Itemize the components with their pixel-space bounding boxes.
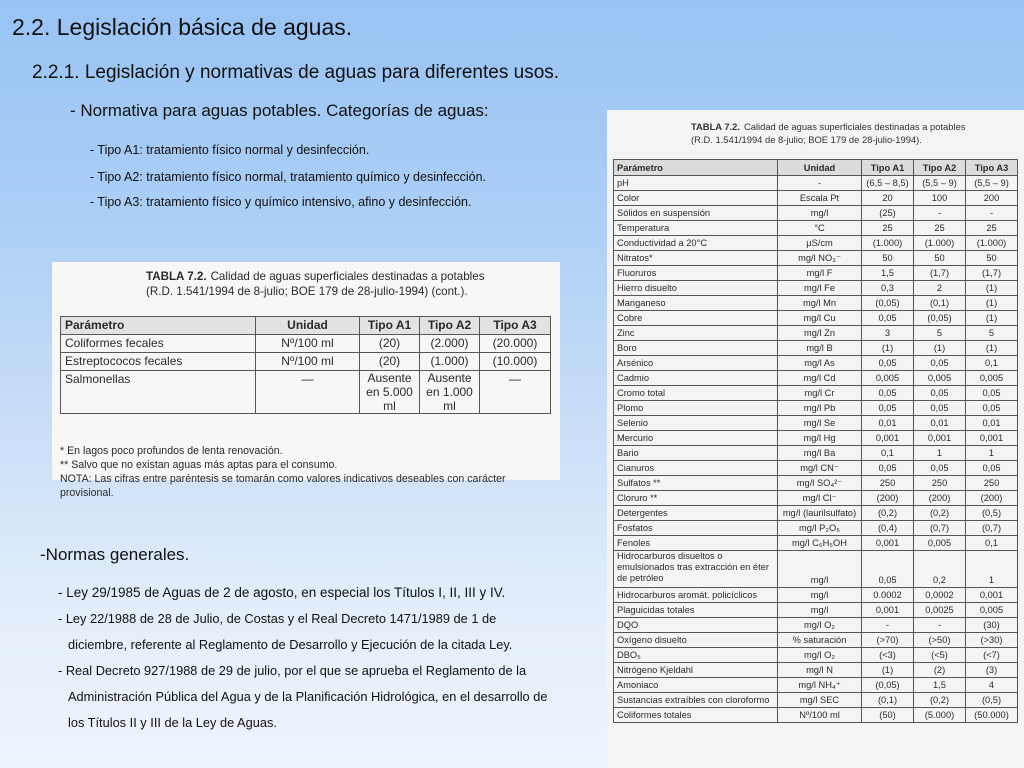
table-row	[614, 536, 1018, 551]
param-cell: Nitrógeno Kjeldahl	[614, 663, 778, 678]
value-cell: 0,01	[914, 416, 966, 431]
header-cell: Tipo A3	[480, 317, 551, 335]
table-row	[61, 371, 551, 414]
param-cell: Coliformes totales	[614, 708, 778, 723]
unit-cell: mg/l SO₄²⁻	[778, 476, 862, 491]
value-cell: -	[862, 618, 914, 633]
value-cell: (25)	[862, 206, 914, 221]
value-cell: 0,05	[966, 401, 1018, 416]
value-cell: 1	[966, 446, 1018, 461]
value-cell: 0,005	[914, 371, 966, 386]
value-cell: 0,001	[862, 431, 914, 446]
value-cell: Ausente en 5.000 ml	[360, 371, 420, 414]
value-cell: (2.000)	[420, 335, 480, 353]
param-cell: Plaguicidas totales	[614, 603, 778, 618]
value-cell: (200)	[914, 491, 966, 506]
unit-cell: mg/l Cl⁻	[778, 491, 862, 506]
law-ley-22-1988	[58, 606, 608, 658]
table-row	[614, 371, 1018, 386]
caption-text: Calidad de aguas superficiales destinadas a potables	[210, 270, 485, 283]
law-ley-29-1985: - Ley 29/1985 de Aguas de 2 de agosto, en especial los Títulos I, II, III y IV.	[58, 585, 506, 600]
value-cell: 50	[966, 251, 1018, 266]
table-row	[614, 191, 1018, 206]
value-cell: 0,001	[914, 431, 966, 446]
value-cell: 0,05	[862, 386, 914, 401]
value-cell: (1)	[862, 341, 914, 356]
table-row	[614, 476, 1018, 491]
value-cell: 50	[914, 251, 966, 266]
value-cell: (1.000)	[420, 353, 480, 371]
table-row	[61, 335, 551, 353]
value-cell: (50.000)	[966, 708, 1018, 723]
unit-cell: mg/l	[778, 588, 862, 603]
param-cell: Cloruro **	[614, 491, 778, 506]
unit-cell: -	[778, 176, 862, 191]
value-cell: 0,005	[966, 603, 1018, 618]
unit-cell: mg/l C₆H₅OH	[778, 536, 862, 551]
table-row	[614, 296, 1018, 311]
param-cell: Salmonellas	[61, 371, 256, 414]
param-cell: Mercurio	[614, 431, 778, 446]
value-cell: (20)	[360, 335, 420, 353]
value-cell: 200	[966, 191, 1018, 206]
value-cell: (0,05)	[862, 678, 914, 693]
table-row	[614, 588, 1018, 603]
table-row	[614, 386, 1018, 401]
param-cell: Cobre	[614, 311, 778, 326]
value-cell: 5	[966, 326, 1018, 341]
value-cell: (0,05)	[862, 296, 914, 311]
unit-cell: mg/l Se	[778, 416, 862, 431]
value-cell: 0,005	[914, 536, 966, 551]
value-cell: 0,05	[862, 356, 914, 371]
value-cell: (1.000)	[966, 236, 1018, 251]
bullet-tipo-a2: - Tipo A2: tratamiento físico normal, tratamiento químico y desinfección.	[90, 170, 487, 184]
value-cell: (2)	[914, 663, 966, 678]
value-cell: (200)	[966, 491, 1018, 506]
value-cell: (50)	[862, 708, 914, 723]
unit-cell: mg/l Cu	[778, 311, 862, 326]
unit-cell: Nº/100 ml	[256, 353, 360, 371]
param-cell: Fenoles	[614, 536, 778, 551]
param-cell: Plomo	[614, 401, 778, 416]
table-row	[614, 251, 1018, 266]
value-cell: 2	[914, 281, 966, 296]
bullet-tipo-a1: - Tipo A1: tratamiento físico normal y desinfección.	[90, 143, 370, 157]
param-cell: Color	[614, 191, 778, 206]
unit-cell: mg/l Pb	[778, 401, 862, 416]
value-cell: 0,005	[862, 371, 914, 386]
table-notes	[60, 444, 552, 500]
table-header-row	[61, 317, 551, 335]
header-cell: Tipo A2	[914, 160, 966, 176]
normas-generales-heading: -Normas generales.	[40, 545, 190, 564]
caption-label: TABLA 7.2.	[146, 270, 207, 283]
table-row	[614, 311, 1018, 326]
value-cell: 0,001	[862, 536, 914, 551]
slide-title: 2.2. Legislación básica de aguas.	[12, 14, 353, 40]
param-cell: Fluoruros	[614, 266, 778, 281]
value-cell: (0,2)	[862, 506, 914, 521]
value-cell: (0,1)	[914, 296, 966, 311]
table-row	[614, 648, 1018, 663]
param-cell: Boro	[614, 341, 778, 356]
unit-cell: mg/l Ba	[778, 446, 862, 461]
unit-cell: °C	[778, 221, 862, 236]
quality-table	[613, 159, 1018, 723]
value-cell: 25	[966, 221, 1018, 236]
table-row	[614, 221, 1018, 236]
value-cell: 0,2	[914, 551, 966, 588]
table-row	[614, 206, 1018, 221]
value-cell: 0,005	[966, 371, 1018, 386]
param-cell: Manganeso	[614, 296, 778, 311]
unit-cell: mg/l Cr	[778, 386, 862, 401]
unit-cell: mg/l As	[778, 356, 862, 371]
unit-cell: mg/l	[778, 206, 862, 221]
value-cell: 1,5	[862, 266, 914, 281]
value-cell: (30)	[966, 618, 1018, 633]
unit-cell: mg/l F	[778, 266, 862, 281]
value-cell: 0,05	[862, 461, 914, 476]
value-cell: 0,1	[862, 446, 914, 461]
value-cell: (>50)	[914, 633, 966, 648]
param-cell: Detergentes	[614, 506, 778, 521]
value-cell: (1)	[966, 281, 1018, 296]
value-cell: -	[914, 618, 966, 633]
unit-cell: mg/l	[778, 603, 862, 618]
value-cell: 250	[862, 476, 914, 491]
value-cell: (5,5 – 9)	[966, 176, 1018, 191]
table-row	[614, 341, 1018, 356]
value-cell: 250	[914, 476, 966, 491]
value-cell: 0,05	[914, 461, 966, 476]
value-cell: 0,001	[862, 603, 914, 618]
unit-cell: mg/l O₂	[778, 618, 862, 633]
table-row	[614, 663, 1018, 678]
value-cell: 0,0025	[914, 603, 966, 618]
table-row	[614, 633, 1018, 648]
value-cell: (1)	[862, 663, 914, 678]
param-cell: DBO₅	[614, 648, 778, 663]
value-cell: (3)	[966, 663, 1018, 678]
value-cell: 250	[966, 476, 1018, 491]
value-cell: 5	[914, 326, 966, 341]
value-cell: (0,4)	[862, 521, 914, 536]
value-cell: 3	[862, 326, 914, 341]
value-cell: 0,05	[914, 386, 966, 401]
value-cell: 0,05	[914, 401, 966, 416]
value-cell: (1)	[966, 341, 1018, 356]
unit-cell: mg/l Hg	[778, 431, 862, 446]
unit-cell: Nº/100 ml	[256, 335, 360, 353]
unit-cell: µS/cm	[778, 236, 862, 251]
param-cell: Selenio	[614, 416, 778, 431]
value-cell: 25	[914, 221, 966, 236]
param-cell: Oxígeno disuelto	[614, 633, 778, 648]
value-cell: 0,0002	[914, 588, 966, 603]
note-line: * En lagos poco profundos de lenta renovación.	[60, 445, 283, 457]
table-caption	[146, 269, 552, 299]
table-row	[614, 446, 1018, 461]
table-row	[614, 176, 1018, 191]
value-cell: (1)	[966, 311, 1018, 326]
value-cell: (0,7)	[966, 521, 1018, 536]
value-cell: 4	[966, 678, 1018, 693]
param-cell: Cadmio	[614, 371, 778, 386]
table-row	[614, 401, 1018, 416]
value-cell: (<7)	[966, 648, 1018, 663]
param-cell: Sustancias extraíbles con cloroformo	[614, 693, 778, 708]
header-cell: Unidad	[256, 317, 360, 335]
table-row	[614, 356, 1018, 371]
unit-cell: Escala Pt	[778, 191, 862, 206]
value-cell: -	[966, 206, 1018, 221]
value-cell: 100	[914, 191, 966, 206]
tabla-7-2-image	[607, 110, 1024, 768]
value-cell: 0,05	[966, 461, 1018, 476]
value-cell: (200)	[862, 491, 914, 506]
unit-cell: Nº/100 ml	[778, 708, 862, 723]
param-cell: Bario	[614, 446, 778, 461]
param-cell: Fosfatos	[614, 521, 778, 536]
law-line: Administración Pública del Agua y de la Planificación Hidrológica, en el desarrollo de	[68, 689, 548, 704]
param-cell: Amoniaco	[614, 678, 778, 693]
value-cell: 0,01	[862, 416, 914, 431]
unit-cell: —	[256, 371, 360, 414]
unit-cell: % saturación	[778, 633, 862, 648]
param-cell: Estreptococos fecales	[61, 353, 256, 371]
value-cell: 0,05	[914, 356, 966, 371]
caption-label: TABLA 7.2.	[691, 121, 740, 132]
table-row	[614, 521, 1018, 536]
unit-cell: mg/l Zn	[778, 326, 862, 341]
unit-cell: mg/l CN⁻	[778, 461, 862, 476]
param-cell: Nitratos*	[614, 251, 778, 266]
param-cell: Sólidos en suspensión	[614, 206, 778, 221]
value-cell: 1,5	[914, 678, 966, 693]
note-line: NOTA: Las cifras entre paréntesis se tomarán como valores indicativos deseables con carácter provisional.	[60, 473, 506, 499]
unit-cell: mg/l NH₄⁺	[778, 678, 862, 693]
table-header-row	[614, 160, 1018, 176]
value-cell: (1.000)	[914, 236, 966, 251]
bullet-tipo-a3: - Tipo A3: tratamiento físico y químico intensivo, afino y desinfección.	[90, 195, 472, 209]
table-row	[614, 416, 1018, 431]
header-cell: Tipo A1	[360, 317, 420, 335]
table-row	[614, 506, 1018, 521]
value-cell: (>70)	[862, 633, 914, 648]
value-cell: 1	[914, 446, 966, 461]
unit-cell: mg/l O₂	[778, 648, 862, 663]
table-row	[614, 266, 1018, 281]
value-cell: (<3)	[862, 648, 914, 663]
value-cell: (0,5)	[966, 506, 1018, 521]
value-cell: 0,05	[966, 386, 1018, 401]
param-cell: Coliformes fecales	[61, 335, 256, 353]
value-cell: 50	[862, 251, 914, 266]
slide-subtitle: 2.2.1. Legislación y normativas de aguas para diferentes usos.	[32, 62, 560, 83]
param-cell: Hidrocarburos aromát. policíclicos	[614, 588, 778, 603]
value-cell: 0,1	[966, 536, 1018, 551]
value-cell: (<5)	[914, 648, 966, 663]
value-cell: 0,05	[862, 551, 914, 588]
value-cell: 25	[862, 221, 914, 236]
caption-reference: (R.D. 1.541/1994 de 8-julio; BOE 179 de 28-julio-1994).	[691, 134, 922, 145]
section-heading: - Normativa para aguas potables. Categorías de aguas:	[70, 101, 489, 120]
value-cell: (>30)	[966, 633, 1018, 648]
value-cell: (0,2)	[914, 506, 966, 521]
value-cell: (5.000)	[914, 708, 966, 723]
value-cell: (0,05)	[914, 311, 966, 326]
value-cell: (1,7)	[914, 266, 966, 281]
law-line: diciembre, referente al Reglamento de Desarrollo y Ejecución de la citada Ley.	[68, 637, 513, 652]
unit-cell: mg/l (laurilsulfato)	[778, 506, 862, 521]
header-cell: Parámetro	[614, 160, 778, 176]
table-row	[614, 491, 1018, 506]
table-row	[614, 281, 1018, 296]
value-cell: (5,5 – 9)	[914, 176, 966, 191]
param-cell: pH	[614, 176, 778, 191]
value-cell: (0,7)	[914, 521, 966, 536]
law-line: - Real Decreto 927/1988 de 29 de julio, por el que se aprueba el Reglamento de la	[58, 663, 527, 678]
table-row	[614, 326, 1018, 341]
param-cell: Cianuros	[614, 461, 778, 476]
value-cell: 20	[862, 191, 914, 206]
value-cell: (10.000)	[480, 353, 551, 371]
value-cell: 1	[966, 551, 1018, 588]
value-cell: -	[914, 206, 966, 221]
value-cell: 0,05	[862, 311, 914, 326]
caption-reference: (R.D. 1.541/1994 de 8-julio; BOE 179 de 28-julio-1994) (cont.).	[146, 285, 468, 298]
param-cell: Hidrocarburos disueltos o emulsionados tras extracción en éter de petróleo	[614, 551, 778, 588]
unit-cell: mg/l Fe	[778, 281, 862, 296]
param-cell: Hierro disuelto	[614, 281, 778, 296]
value-cell: (1)	[966, 296, 1018, 311]
table-row	[614, 693, 1018, 708]
param-cell: Arsénico	[614, 356, 778, 371]
table-row	[614, 618, 1018, 633]
table-row	[614, 431, 1018, 446]
law-line: los Títulos II y III de la Ley de Aguas.	[68, 715, 277, 730]
value-cell: (20.000)	[480, 335, 551, 353]
header-cell: Tipo A2	[420, 317, 480, 335]
table-row	[614, 708, 1018, 723]
table-row	[614, 236, 1018, 251]
value-cell: 0,1	[966, 356, 1018, 371]
table-row	[614, 551, 1018, 588]
value-cell: 0,05	[862, 401, 914, 416]
table-row	[61, 353, 551, 371]
unit-cell: mg/l P₂O₅	[778, 521, 862, 536]
param-cell: Conductividad a 20°C	[614, 236, 778, 251]
header-cell: Unidad	[778, 160, 862, 176]
value-cell: 0.0002	[862, 588, 914, 603]
tabla-7-2-cont-image	[52, 262, 560, 499]
value-cell: (1.000)	[862, 236, 914, 251]
value-cell: (20)	[360, 353, 420, 371]
value-cell: 0,001	[966, 588, 1018, 603]
value-cell: Ausente en 1.000 ml	[420, 371, 480, 414]
unit-cell: mg/l	[778, 551, 862, 588]
law-rd-927-1988	[58, 658, 608, 736]
law-line: - Ley 22/1988 de 28 de Julio, de Costas y el Real Decreto 1471/1989 de 1 de	[58, 611, 497, 626]
value-cell: (1,7)	[966, 266, 1018, 281]
note-line: ** Salvo que no existan aguas más aptas para el consumo.	[60, 459, 338, 471]
table-row	[614, 678, 1018, 693]
caption-text: Calidad de aguas superficiales destinadas a potables	[743, 121, 966, 132]
quality-table-cont	[60, 316, 551, 414]
unit-cell: mg/l Mn	[778, 296, 862, 311]
header-cell: Tipo A3	[966, 160, 1018, 176]
value-cell: (1)	[914, 341, 966, 356]
value-cell: —	[480, 371, 551, 414]
header-cell: Tipo A1	[862, 160, 914, 176]
table-row	[614, 603, 1018, 618]
value-cell: (0,2)	[914, 693, 966, 708]
header-cell: Parámetro	[61, 317, 256, 335]
table-caption	[691, 120, 1016, 146]
unit-cell: mg/l SEC	[778, 693, 862, 708]
value-cell: (6,5 – 8,5)	[862, 176, 914, 191]
param-cell: Temperatura	[614, 221, 778, 236]
value-cell: 0,01	[966, 416, 1018, 431]
unit-cell: mg/l B	[778, 341, 862, 356]
unit-cell: mg/l Cd	[778, 371, 862, 386]
unit-cell: mg/l N	[778, 663, 862, 678]
unit-cell: mg/l NO₃⁻	[778, 251, 862, 266]
value-cell: 0,001	[966, 431, 1018, 446]
value-cell: (0,1)	[862, 693, 914, 708]
value-cell: 0,3	[862, 281, 914, 296]
param-cell: Sulfatos **	[614, 476, 778, 491]
table-row	[614, 461, 1018, 476]
param-cell: DQO	[614, 618, 778, 633]
param-cell: Zinc	[614, 326, 778, 341]
value-cell: (0,5)	[966, 693, 1018, 708]
param-cell: Cromo total	[614, 386, 778, 401]
